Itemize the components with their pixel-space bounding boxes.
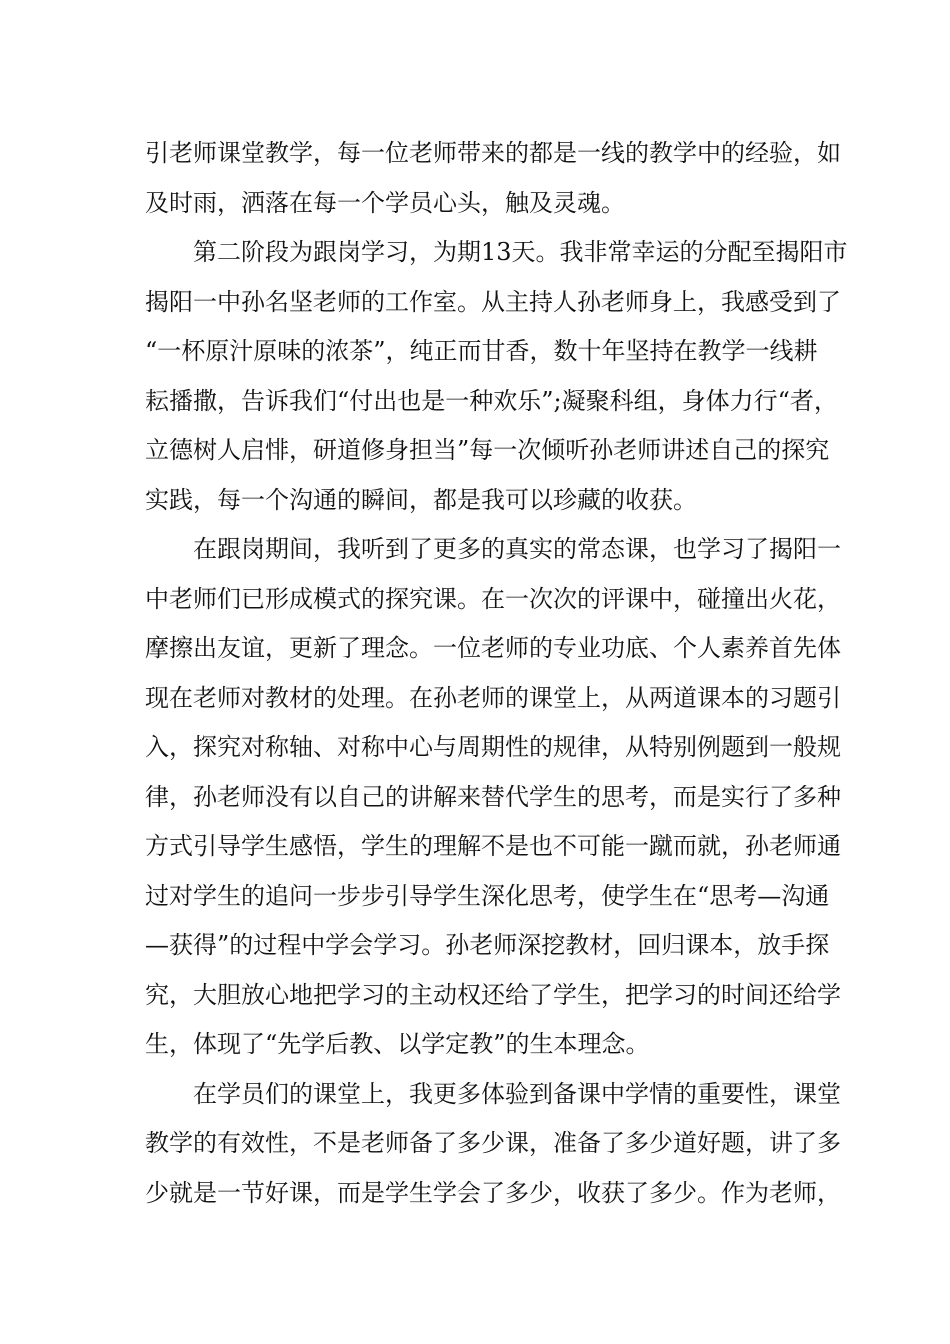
text-line: 中老师们已形成模式的探究课。在一次次的评课中，碰撞出火花，	[145, 584, 841, 613]
text-line: 耘播撒，告诉我们“付出也是一种欢乐”;凝聚科组，身体力行“者，	[145, 386, 838, 415]
text-line: 生，体现了“先学后教、以学定教”的生本理念。	[145, 1030, 650, 1058]
text-line: 实践，每一个沟通的瞬间，都是我可以珍藏的收获。	[145, 485, 697, 514]
text-line: 过对学生的追问一步步引导学生深化思考，使学生在“思考—沟通	[145, 881, 830, 910]
paragraph-start-line: 在跟岗期间，我听到了更多的真实的常态课，也学习了揭阳一	[145, 535, 841, 563]
text-line: 方式引导学生感悟，学生的理解不是也不可能一蹴而就，孙老师通	[145, 832, 841, 860]
text-line: 入，探究对称轴、对称中心与周期性的规律，从特别例题到一般规	[145, 733, 841, 761]
text-line: 立德树人启悱，研道修身担当”每一次倾听孙老师讲述自己的探究	[145, 436, 830, 464]
text-line: 究，大胆放心地把学习的主动权还给了学生，把学习的时间还给学	[145, 980, 841, 1009]
document-body	[145, 133, 848, 1222]
text-line: 少就是一节好课，而是学生学会了多少，收获了多少。作为老师，	[145, 1178, 841, 1207]
text-line: 及时雨，洒落在每一个学员心头，触及灵魂。	[145, 188, 625, 217]
text-line: 律，孙老师没有以自己的讲解来替代学生的思考，而是实行了多种	[145, 782, 841, 811]
text-line: —获得”的过程中学会学习。孙老师深挖教材，回归课本，放手探	[145, 931, 830, 959]
text-line: “一杯原汁原味的浓茶”，纯正而甘香，数十年坚持在教学一线耕	[145, 337, 818, 365]
text-line: 摩擦出友谊，更新了理念。一位老师的专业功底、个人素养首先体	[145, 634, 841, 662]
text-line: 现在老师对教材的处理。在孙老师的课堂上，从两道课本的习题引	[145, 683, 841, 712]
text-line: 教学的有效性，不是老师备了多少课，准备了多少道好题，讲了多	[145, 1129, 841, 1157]
paragraph-start-line: 第二阶段为跟岗学习，为期13天。我非常幸运的分配至揭阳市	[145, 238, 848, 266]
paragraph-start-line: 在学员们的课堂上，我更多体验到备课中学情的重要性，课堂	[145, 1079, 841, 1108]
text-line: 引老师课堂教学，每一位老师带来的都是一线的教学中的经验，如	[145, 139, 841, 167]
text-line: 揭阳一中孙名坚老师的工作室。从主持人孙老师身上，我感受到了	[145, 287, 841, 316]
